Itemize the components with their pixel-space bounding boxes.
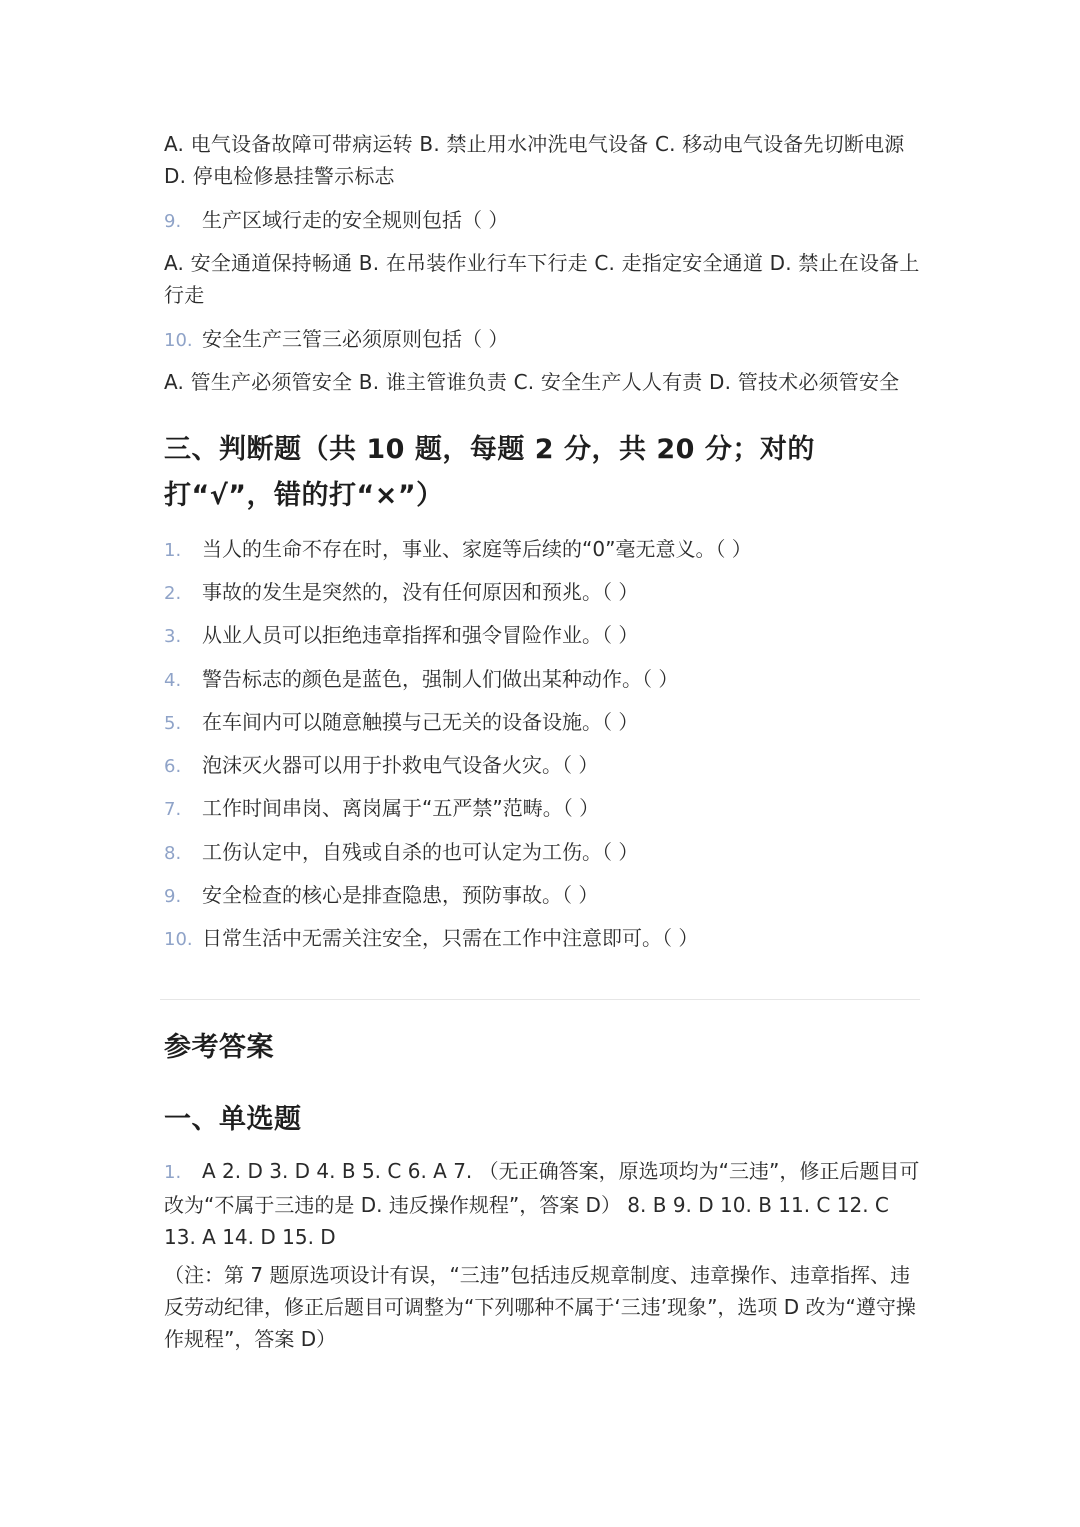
judge-item: [164, 578, 924, 608]
item-number: 8.: [164, 843, 182, 864]
judge-item: [164, 751, 924, 781]
judge-item: [164, 794, 924, 824]
item-text: 工作时间串岗、离岗属于“五严禁”范畴。（ ）: [202, 796, 600, 820]
item-text: 在车间内可以随意触摸与己无关的设备设施。（ ）: [202, 710, 639, 734]
item-text: 日常生活中无需关注安全，只需在工作中注意即可。（ ）: [202, 926, 699, 950]
question-text: 生产区域行走的安全规则包括（ ）: [202, 208, 509, 232]
judge-item: [164, 838, 924, 868]
answers-note: （注：第 7 题原选项设计有误，“三违”包括违反规章制度、违章操作、违章指挥、违反劳动纪律，修正后题目可调整为“下列哪种不属于‘三违’现象”，选项 D 改为“遵守操作规程”，答案 D）: [164, 1263, 916, 1351]
item-text: 当人的生命不存在时，事业、家庭等后续的“0”毫无意义。（ ）: [202, 537, 752, 561]
answers-subheading: 一、单选题: [164, 1104, 302, 1135]
section-divider: [160, 999, 920, 1000]
question-9: [164, 206, 924, 236]
answers-line: [164, 1155, 924, 1253]
judge-item: [164, 924, 924, 954]
judge-item: [164, 665, 924, 695]
item-text: 工伤认定中，自残或自杀的也可认定为工伤。（ ）: [202, 840, 639, 864]
question-number: 10.: [164, 330, 193, 351]
item-number: 3.: [164, 626, 182, 647]
item-number: 1.: [164, 540, 182, 561]
answer-number: 1.: [164, 1162, 182, 1183]
answer-text: A 2. D 3. D 4. B 5. C 6. A 7. （无正确答案，原选项均为“三违”，修正后题目可改为“不属于三违的是 D. 违反操作规程”，答案 D） 8. B 9. D 10. B 11. C 12. C 13. A 14. D 15. D: [164, 1159, 920, 1249]
item-text: 泡沫灭火器可以用于扑救电气设备火灾。（ ）: [202, 753, 599, 777]
question-10: [164, 325, 924, 355]
item-number: 7.: [164, 799, 182, 820]
question-9-options: A. 安全通道保持畅通 B. 在吊装作业行车下行走 C. 走指定安全通道 D. 禁止在设备上行走: [164, 251, 920, 307]
judge-item: [164, 881, 924, 911]
question-8-options: A. 电气设备故障可带病运转 B. 禁止用水冲洗电气设备 C. 移动电气设备先切断电源 D. 停电检修悬挂警示标志: [164, 132, 905, 188]
item-number: 5.: [164, 713, 182, 734]
item-text: 从业人员可以拒绝违章指挥和强令冒险作业。（ ）: [202, 623, 639, 647]
item-text: 警告标志的颜色是蓝色，强制人们做出某种动作。（ ）: [202, 667, 679, 691]
judge-item: [164, 708, 924, 738]
item-number: 9.: [164, 886, 182, 907]
section-3-heading: 三、判断题（共 10 题，每题 2 分，共 20 分；对的打“√”，错的打“×”）: [164, 434, 815, 511]
item-number: 10.: [164, 929, 193, 950]
question-text: 安全生产三管三必须原则包括（ ）: [202, 327, 509, 351]
item-number: 6.: [164, 756, 182, 777]
answers-heading: 参考答案: [164, 1032, 274, 1063]
question-10-options: A. 管生产必须管安全 B. 谁主管谁负责 C. 安全生产人人有责 D. 管技术必须管安全: [164, 370, 900, 394]
item-text: 安全检查的核心是排查隐患，预防事故。（ ）: [202, 883, 599, 907]
item-text: 事故的发生是突然的，没有任何原因和预兆。（ ）: [202, 580, 639, 604]
judge-item: [164, 621, 924, 651]
question-number: 9.: [164, 211, 182, 232]
judge-item: [164, 535, 924, 565]
item-number: 4.: [164, 670, 182, 691]
item-number: 2.: [164, 583, 182, 604]
